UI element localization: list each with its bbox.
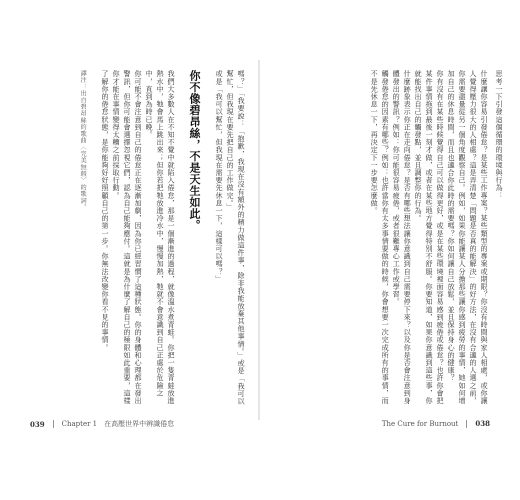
question-2: 你有沒有在某些時候覺得自己可以做得更好，或是在某些環境裡面容易感到疲倦或倦怠？也許你會把某件事情拖到最後一刻才做，或者在某些地方覺得特別不舒服。你要知道，如果你意識到這些事，你就能找出自己的觸發點，並且調整你的行為。 [414,70,446,405]
body-paragraph-1: 我們大多數人在不知不覺中就陷入倦怠，那是一個漸進的過程，就像溫水煮青蛙。你把一隻青蛙放進熱水中，牠會馬上跳出來；但你若把牠放進冷水中，慢慢加熱，牠就不會意識到自己正處於危險之中，直到為時已晚。 [145,70,176,405]
footer-divider [53,420,54,428]
chapter-title: Chapter 1 在高壓世界中辨識倦怠 [61,420,175,428]
body-paragraph-3: 了解你的倦怠狀態，是你能夠好好照顧自己的第一步。你無法改變你看不見的事情。 [101,70,111,352]
question-1: 什麼讓你容易引發倦怠？是某些工作專案？某些類型的專案或期限？你沒有時間與家人相處，或你讓人覺得壓力很大的人相處？這是弄清楚「問題是否真的能解決」的好方法，在沒有合適的人選之前，你需要盡量從另一個角度觀察自己。例如，如果你能讓某人分擔那些讓你感到疲勞的事情，她如何增加自己的休息時間，而且也適合你此時的需要嗎？你如何讓自己放鬆，並且保持身心的健康？ [447,70,490,405]
dialogue-paragraph-2: 或是「我可以幫忙，但我現在需要先休息一下，這樣可以嗎？」 [215,70,225,283]
question-3: 什麼跡象表示你正在走向倦怠？是否有哪些想法讓你意識到自己需要停下來？以及你是否會注意到身體發出的警訊？例如：你可能很容易疲倦，或者很難專心工作或學習。 [392,70,413,405]
left-page-number: 039 [30,419,45,429]
dialogue-paragraph-1: 嗎？」「我要說：「抱歉，我現在沒有額外的精力做這件事，除非我能放棄其他事情。」或是「我可以幫忙，但我現在要先把自己的工作做完。」 [226,70,246,405]
footnote: 譯注：出自碧昂絲的歌曲〈完美無瑕〉的歌詞。 [79,70,87,211]
left-page-text [14,70,246,405]
right-page-number: 038 [475,419,490,428]
book-title: The Cure for Burnout [381,419,459,428]
footer-divider [466,420,467,428]
left-page [14,70,246,405]
question-4: 觸發倦怠的因素有哪些？例如：也許當你有太多事情要做的時候，你會想要一次完成所有的事情，而不是先休息一下，再決定下一步要怎麼做。 [370,70,391,405]
intro-question: 思考一下引發這個循環的環境與行為： [495,70,504,200]
book-gutter [258,60,260,420]
section-heading: 你不像碧昂絲，不是天生如此。 [188,70,202,231]
body-paragraph-2: 你可能不會注意到自己的倦怠正在逐漸加劇，因為你已經習慣了這種狀態。你的身體和心理都在發出警訊，但你可能會選擇忽視它們，認為自己能夠應付。這就是為什麼了解自己的極限如此重要，這樣你才能在事情變得太糟之前採取行動。 [112,70,144,405]
left-footer [30,419,174,429]
right-page-text [272,70,504,405]
right-footer [382,419,490,428]
right-page [272,70,504,405]
